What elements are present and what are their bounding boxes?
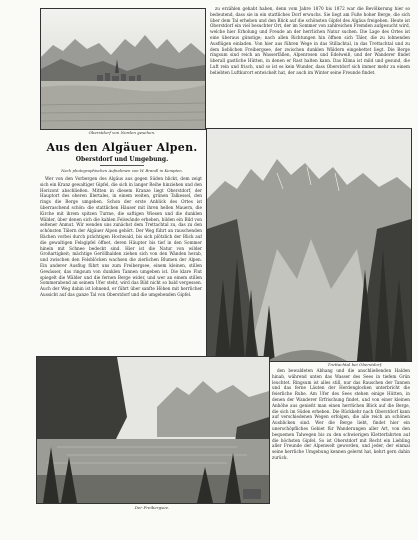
illustration-mountain-valley (207, 129, 411, 361)
article-subtitle: Oberstdorf und Umgebung. (75, 156, 169, 163)
article-byline: Nach photographischen Aufnahmen von W. Brandl in Kempten. (61, 168, 183, 173)
article-title: Aus den Algäuer Alpen. (46, 141, 198, 154)
text-column-right-top (210, 6, 410, 124)
illustration-village-panorama (41, 9, 205, 129)
plate-trettachtal (206, 128, 412, 362)
caption-right: Trettachtal bei Oberstdorf. (327, 362, 383, 367)
paragraph: Wer von den Vorbergen des Algäus aus gegen Süden blickt, dem zeigt sich ein Kranz gewaltiger Gipfel, die sich in langer Reihe hinziehen und den Horizont abschließen. Mitten in diesem Kranze liegt Oberstdorf, der Hauptort des oberen Illertales, in einem weiten, grünen Talkessel, den rings die Berge umgeben. Schon der erste Anblick des Ortes ist überraschend schön: die stattlichen Häuser mit ihren hellen Mauern, die Kirche mit ihrem spitzen Turme, die saftigen Wiesen und die dunklen Wälder, über denen sich die kahlen Felswände erheben, bilden ein Bild von seltener Anmut. Wir wenden uns zunächst dem Trettachtal zu, das zu den schönsten Tälern der Algäuer Alpen gehört. Der Weg führt an rauschenden Bächen vorbei durch prächtigen Hochwald, bis sich plötzlich der Blick auf die gewaltigen Felsgipfel öffnet, deren Häupter bis tief in den Sommer hinein mit Schnee bedeckt sind. Hier ist die Natur von wilder Großartigkeit; mächtige Geröllhalden ziehen sich von den Wänden herab, und zwischen den Felsblöcken wachsen die zierlichen Blumen der Alpen. Ein anderer Ausflug führt uns zum Freibergsee, einem kleinen, stillen Gewässer, das ringsum von dunklen Tannen umgeben ist. Die klare Flut spiegelt die Wälder und die fernen Berge wider, und wer an einem stillen Sommerabend an seinem Ufer steht, wird das Bild nicht so bald vergessen. Auch der Weg dahin ist lohnend, er führt über sanfte Höhen mit herrlicher Aussicht auf das ganze Tal von Oberstdorf und die umgebenden Gipfel. (40, 176, 202, 297)
text-column-left (40, 176, 202, 352)
text-column-right-bottom (272, 368, 410, 534)
paragraph: den bewaldeten Abhang und die anschließenden Halden hinab, während unten das Wasser des Sees in tiefem Grün leuchtet. Ringsum ist alles still, nur das Rauschen der Tannen und das ferne Läuten der Herdenglocken unterbricht die feierliche Ruhe. Am Ufer des Sees stehen einige Hütten, in denen der Wanderer Erfrischung findet, und von einer kleinen Anhöhe aus genießt man einen herrlichen Blick auf die Berge, die sich im Süden erheben. Die Rückkehr nach Oberstdorf kann auf verschiedenen Wegen erfolgen, die alle reich an schönen Ausblicken sind. Wer die Berge liebt, findet hier ein unerschöpfliches Gebiet für Wanderungen aller Art, von den bequemen Talwegen bis zu den schwierigen Kletterfahrten auf die höchsten Gipfel. So ist Oberstdorf mit Recht ein Liebling aller Freunde der Alpenwelt geworden, und jeder, der einmal seine herrliche Umgebung kennen gelernt hat, kehrt gern dahin zurück. (272, 368, 410, 460)
plate-freibergsee (36, 356, 270, 504)
plate-oberstdorf (40, 8, 206, 130)
caption-top: Oberstdorf von Norden gesehen. (88, 130, 156, 135)
illustration-mountain-lake (37, 357, 269, 503)
caption-bottom: Der Freibergsee. (134, 505, 170, 510)
title-divider (100, 165, 144, 166)
paragraph: zu erzählen gehabt haben, denn vom Jahre 1870 bis 1872 war die Bevölkerung hier so bedeutend, dass sie in ein stattliches Dorf erwuchs. Sie liegt am Fuße hoher Berge, die sich über dem Tal erheben und den Blick auf die schönsten Gipfel des Algäus freigeben. Heute ist Oberstdorf ein viel besuchter Ort, der im Sommer von zahlreichen Fremden aufgesucht wird, welche hier Erholung und Freude an der herrlichen Natur suchen. Die Lage des Ortes ist eine überaus günstige; nach allen Richtungen hin öffnen sich Täler, die zu lohnenden Ausflügen einladen. Von hier aus führen Wege in das Stillachtal, in das Trettachtal und zu dem lieblichen Freibergsee, der zwischen dunklen Wäldern eingebettet liegt. Die Berge ringsum sind reich an Wasserfällen, Alpenrosen und Edelweiß, und der Wanderer findet überall gastliche Hütten, in denen er Rast halten kann. Das Klima ist mild und gesund, die Luft rein und frisch, und so ist es kein Wunder, dass Oberstdorf sich immer mehr zu einem beliebten Luftkurort entwickelt hat, der auch im Winter seine Freunde findet. (210, 6, 410, 75)
